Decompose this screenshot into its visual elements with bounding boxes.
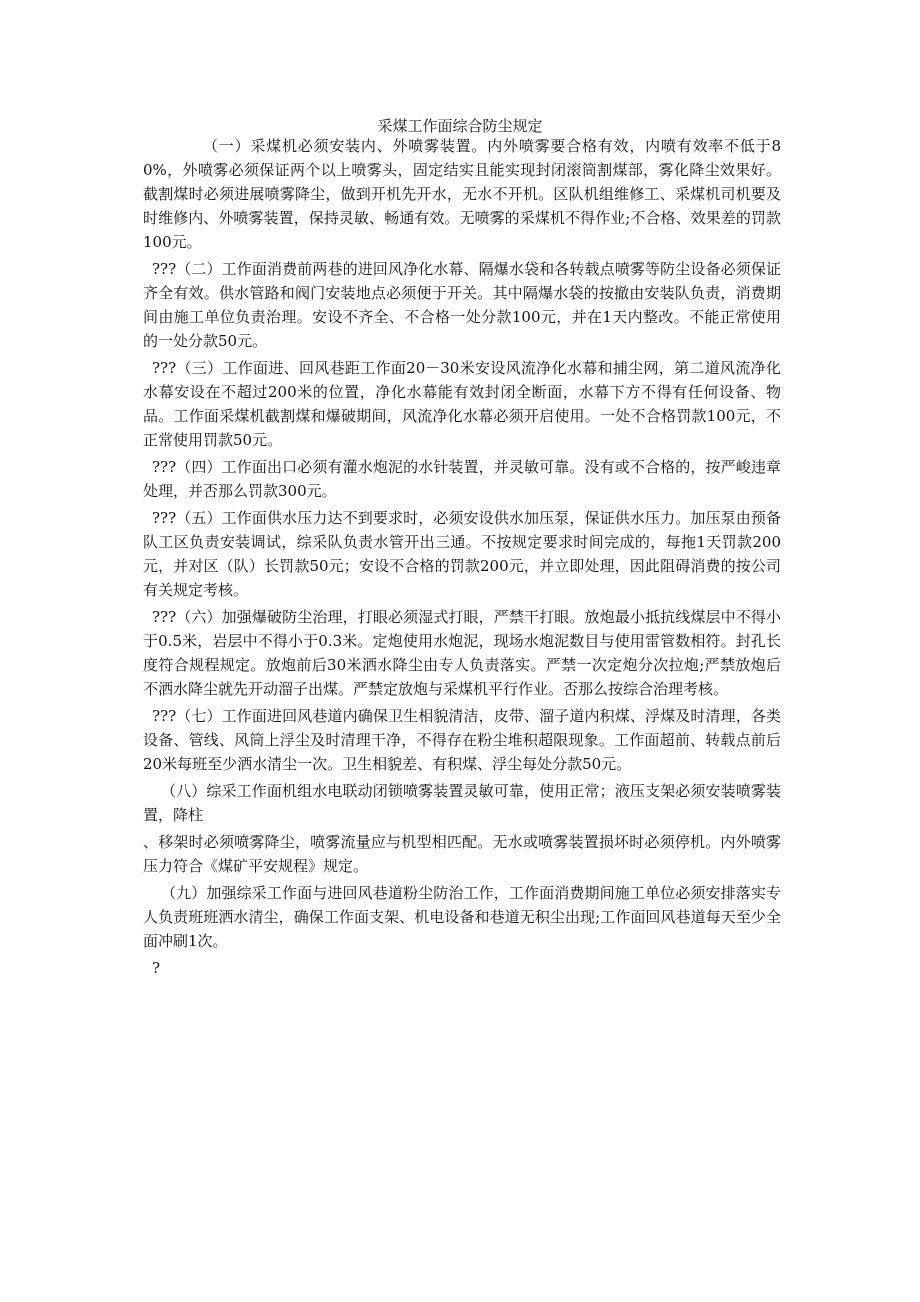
paragraph-9: （九）加强综采工作面与进回风巷道粉尘防治工作，工作面消费期间施工单位必须安排落实专人负责班班洒水清尘，确保工作面支架、机电设备和巷道无积尘出现;工作面回风巷道每天至少全面冲刷1次。 xyxy=(143,884,781,950)
paragraph-5: ???（五）工作面供水压力达不到要求时，必须安设供水加压泵，保证供水压力。加压泵由预备队工区负责安装调试，综采队负责水管开出三通。不按规定要求时间完成的，每拖1天罚款200元，并对区（队）长罚款50元；安设不合格的罚款200元，并立即处理，因此阻碍消费的按公司有关规定考核。 xyxy=(143,509,781,599)
paragraph-8: （八）综采工作面机组水电联动闭锁喷雾装置灵敏可靠，使用正常；液压支架必须安装喷雾装置，降柱 xyxy=(143,782,781,824)
paragraph-1: （一）采煤机必须安装内、外喷雾装置。内外喷雾要合格有效，内喷有效率不低于80%，外喷雾必须保证两个以上喷雾头，固定结实且能实现封闭滚筒割煤部，雾化降尘效果好。截割煤时必须进展喷雾降尘，做到开机先开水，无水不开机。区队机组维修工、采煤机司机要及时维修内、外喷雾装置，保持灵敏、畅通有效。无喷雾的采煤机不得作业;不合格、效果差的罚款100元。 xyxy=(143,137,781,251)
paragraph-2: ???（二）工作面消费前两巷的进回风净化水幕、隔爆水袋和各转载点喷雾等防尘设备必须保证齐全有效。供水管路和阀门安装地点必须便于开关。其中隔爆水袋的按撤由安装队负责，消费期间由施工单位负责治理。安设不齐全、不合格一处分款100元，并在1天内整改。不能正常使用的一处分款50元。 xyxy=(143,260,781,350)
document-title: 采煤工作面综合防尘规定 xyxy=(377,117,543,135)
document-body xyxy=(143,134,781,983)
paragraph-3: ???（三）工作面进、回风巷距工作面20－30米安设风流净化水幕和捕尘网，第二道风流净化水幕安设在不超过200米的位置，净化水幕能有效封闭全断面，水幕下方不得有任何设备、物品。工作面采煤机截割煤和爆破期间，风流净化水幕必须开启使用。一处不合格罚款100元，不正常使用罚款50元。 xyxy=(143,359,781,449)
paragraph-4: ???（四）工作面出口必须有灌水炮泥的水针装置，并灵敏可靠。没有或不合格的，按严峻违章处理，并否那么罚款300元。 xyxy=(143,458,781,500)
paragraph-6: ???（六）加强爆破防尘治理，打眼必须湿式打眼，严禁干打眼。放炮最小抵抗线煤层中不得小于0.5米，岩层中不得小于0.3米。定炮使用水炮泥，现场水炮泥数目与使用雷管数相符。封孔长度符合规程规定。放炮前后30米洒水降尘由专人负责落实。严禁一次定炮分次拉炮;严禁放炮后不洒水降尘就先开动溜子出煤。严禁定放炮与采煤机平行作业。否那么按综合治理考核。 xyxy=(143,608,781,698)
trailing-mark: ? xyxy=(152,959,161,977)
paragraph-7: ???（七）工作面进回风巷道内确保卫生相貌清洁，皮带、溜子道内积煤、浮煤及时清理，各类设备、管线、风筒上浮尘及时清理干净，不得存在粉尘堆积超限现象。工作面超前、转载点前后20米每班至少洒水清尘一次。卫生相貌差、有积煤、浮尘每处分款50元。 xyxy=(143,707,781,773)
paragraph-8-continued: 、移架时必须喷雾降尘，喷雾流量应与机型相匹配。无水或喷雾装置损坏时必须停机。内外喷雾压力符合《煤矿平安规程》规定。 xyxy=(143,833,781,875)
